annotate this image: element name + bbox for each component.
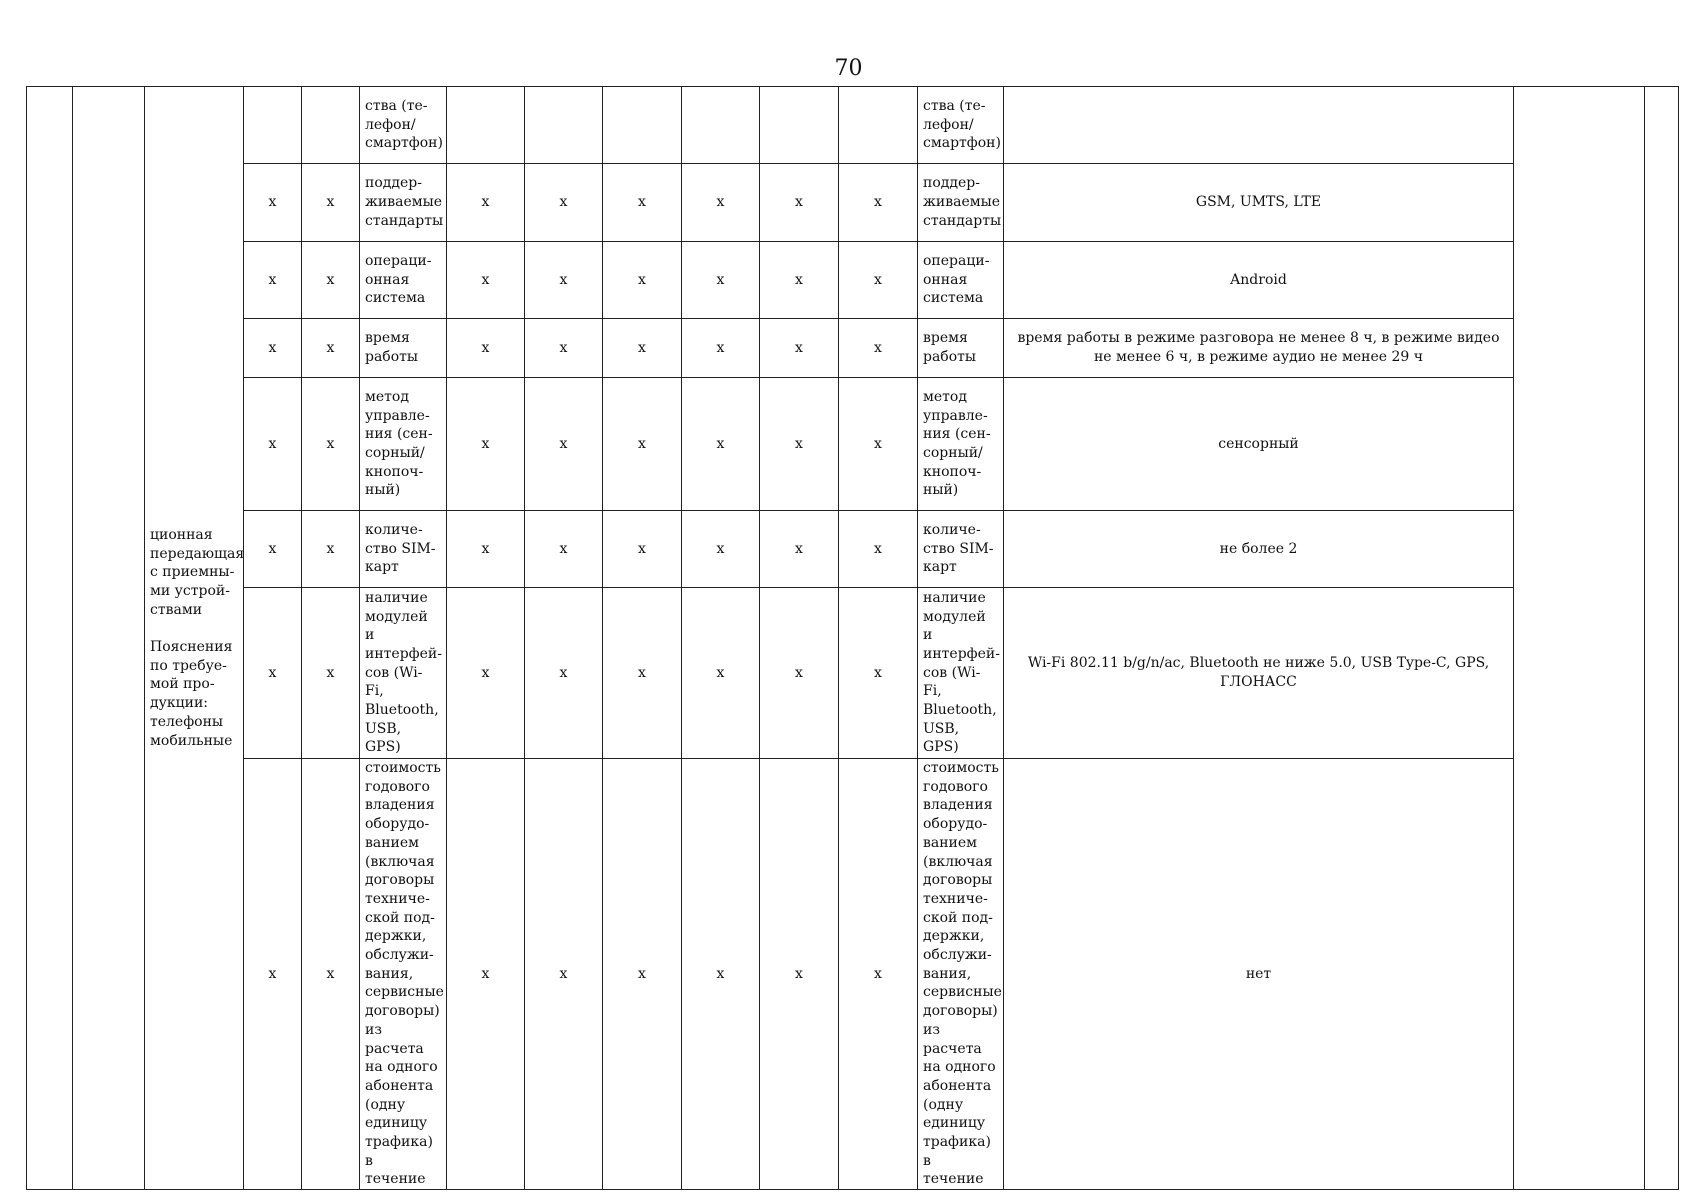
table-row [27,319,1679,378]
empty-cell [244,87,302,164]
x-mark: x [525,511,603,588]
x-mark: x [839,759,918,1190]
x-mark: x [760,588,839,759]
x-mark: x [302,378,360,511]
x-mark: x [302,164,360,242]
number-cell [27,87,73,1190]
x-mark: x [682,759,760,1190]
characteristic-cell-right: наличие модулей и интерфей- сов (Wi- Fi, Bluetooth, USB, GPS) [918,588,1004,759]
value-cell: Wi-Fi 802.11 b/g/n/ac, Bluetooth не ниже 5.0, USB Type-C, GPS, ГЛОНАСС [1004,588,1514,759]
x-mark: x [447,511,525,588]
x-mark: x [760,511,839,588]
x-mark: x [525,378,603,511]
x-mark: x [760,242,839,319]
x-mark: x [447,242,525,319]
table-row [27,242,1679,319]
empty-cell [839,87,918,164]
x-mark: x [839,588,918,759]
x-mark: x [839,242,918,319]
code-cell [73,87,145,1190]
x-mark: x [760,319,839,378]
x-mark: x [302,759,360,1190]
x-mark: x [603,759,682,1190]
table-row [27,378,1679,511]
x-mark: x [603,164,682,242]
value-cell: GSM, UMTS, LTE [1004,164,1514,242]
characteristic-cell-right: поддер- живаемые стандарты [918,164,1004,242]
product-description-cell: ционная передающая с приемны- ми устрой- ствами Пояснения по требуе- мой про- дукции: телефоны мобильные [145,87,244,1190]
characteristic-cell: ства (те- лефон/ смартфон) [360,87,447,164]
characteristic-cell-right: операци- онная система [918,242,1004,319]
characteristic-cell: стоимость годового владения оборудо- ванием (включая договоры техниче- ской под- держки, обслужи- вания, сервисные договоры) из расчета на одного абонента (одну единицу трафика) в течение [360,759,447,1190]
x-mark: x [244,164,302,242]
table-row [27,511,1679,588]
x-mark: x [603,378,682,511]
value-cell: Android [1004,242,1514,319]
x-mark: x [302,511,360,588]
characteristic-cell: наличие модулей и интерфей- сов (Wi- Fi, Bluetooth, USB, GPS) [360,588,447,759]
x-mark: x [244,588,302,759]
x-mark: x [525,759,603,1190]
x-mark: x [682,164,760,242]
x-mark: x [525,164,603,242]
x-mark: x [244,511,302,588]
x-mark: x [302,242,360,319]
right-edge-cell [1645,87,1679,1190]
value-cell: время работы в режиме разговора не менее 8 ч, в режиме видео не менее 6 ч, в режиме аудио не менее 29 ч [1004,319,1514,378]
value-cell: нет [1004,759,1514,1190]
x-mark: x [682,511,760,588]
x-mark: x [760,759,839,1190]
x-mark: x [760,378,839,511]
characteristic-cell-right: ства (те- лефон/ смартфон) [918,87,1004,164]
x-mark: x [447,588,525,759]
x-mark: x [525,588,603,759]
value-cell [1004,87,1514,164]
empty-cell [760,87,839,164]
characteristic-cell-right: стоимость годового владения оборудо- ванием (включая договоры техниче- ской под- держки, обслужи- вания, сервисные договоры) из расчета на одного абонента (одну единицу трафика) в течение [918,759,1004,1190]
table-row [27,164,1679,242]
table-body [27,87,1679,1190]
right-empty-cell [1514,87,1645,1190]
x-mark: x [447,759,525,1190]
empty-cell [603,87,682,164]
characteristic-cell: метод управле- ния (сен- сорный/ кнопоч- ный) [360,378,447,511]
x-mark: x [839,511,918,588]
x-mark: x [603,588,682,759]
x-mark: x [682,378,760,511]
specification-table [26,86,1679,1190]
empty-cell [525,87,603,164]
x-mark: x [682,242,760,319]
x-mark: x [603,511,682,588]
characteristic-cell: время работы [360,319,447,378]
table-row [27,588,1679,759]
empty-cell [682,87,760,164]
characteristic-cell: поддер- живаемые стандарты [360,164,447,242]
x-mark: x [603,319,682,378]
table-row [27,759,1679,1190]
characteristic-cell: количе- ство SIM- карт [360,511,447,588]
x-mark: x [244,242,302,319]
x-mark: x [302,588,360,759]
x-mark: x [839,164,918,242]
x-mark: x [447,378,525,511]
x-mark: x [302,319,360,378]
x-mark: x [244,319,302,378]
characteristic-cell-right: время работы [918,319,1004,378]
empty-cell [447,87,525,164]
x-mark: x [447,164,525,242]
empty-cell [302,87,360,164]
value-cell: не более 2 [1004,511,1514,588]
x-mark: x [839,378,918,511]
x-mark: x [682,319,760,378]
x-mark: x [760,164,839,242]
x-mark: x [244,378,302,511]
value-cell: сенсорный [1004,378,1514,511]
characteristic-cell-right: количе- ство SIM- карт [918,511,1004,588]
x-mark: x [839,319,918,378]
x-mark: x [603,242,682,319]
x-mark: x [525,242,603,319]
x-mark: x [244,759,302,1190]
x-mark: x [525,319,603,378]
page-number: 70 [834,56,863,81]
x-mark: x [447,319,525,378]
characteristic-cell-right: метод управле- ния (сен- сорный/ кнопоч- ный) [918,378,1004,511]
table-row [27,87,1679,164]
characteristic-cell: операци- онная система [360,242,447,319]
x-mark: x [682,588,760,759]
